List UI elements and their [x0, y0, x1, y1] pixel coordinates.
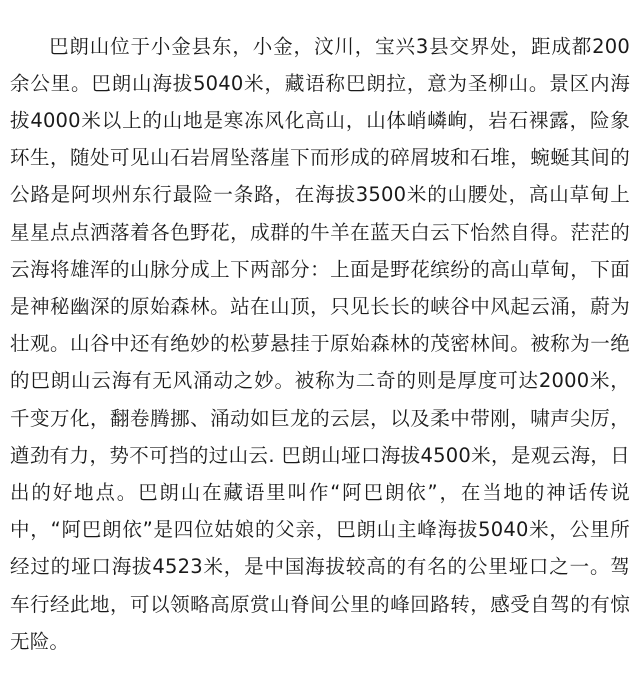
article-body-text: 巴朗山位于小金县东，小金，汶川，宝兴3县交界处，距成都200余公里。巴朗山海拔5040米，藏语称巴朗拉，意为圣柳山。景区内海拔4000米以上的山地是寒冻风化高山，山体峭嶙峋，岩石裸露，险象环生，随处可见山石岩屑坠落崖下而形成的碎屑坡和石堆，蜿蜒其间的公路是阿坝州东行最险一条路，在海拔3500米的山腰处，高山草甸上星星点点洒落着各色野花，成群的牛羊在蓝天白云下怡然自得。茫茫的云海将雄浑的山脉分成上下两部分：上面是野花缤纷的高山草甸，下面是神秘幽深的原始森林。站在山顶，只见长长的峡谷中风起云涌，蔚为壮观。山谷中还有绝妙的松萝悬挂于原始森林的茂密林间。被称为一绝的巴朗山云海有无风涌动之妙。被称为二奇的则是厚度可达2000米，千变万化，翻卷腾挪、涌动如巨龙的云层，以及柔中带刚，啸声尖厉，遒劲有力，势不可挡的过山云. 巴朗山垭口海拔4500米，是观云海，日出的好地点。巴朗山在藏语里叫作“阿巴朗依”，在当地的神话传说中，“阿巴朗依”是四位姑娘的父亲，巴朗山主峰海拔5040米，公里所经过的垭口海拔4523米，是中国海拔较高的有名的公里垭口之一。驾车行经此地，可以领略高原赏山脊间公里的峰回路转，感受自驾的有惊无险。: [10, 34, 630, 653]
